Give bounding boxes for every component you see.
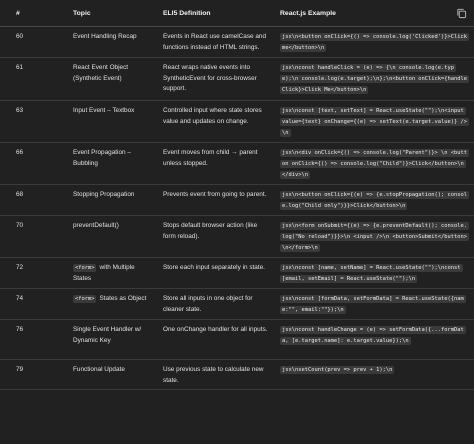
copy-table-button[interactable] xyxy=(454,6,468,20)
table-row xyxy=(0,360,474,390)
row-num: 63 xyxy=(0,101,65,143)
row-example-code[interactable]: jsx\nsetCount(prev => prev + 1);\n xyxy=(282,367,393,373)
row-topic: Stopping Propagation xyxy=(65,185,155,216)
row-example-cell xyxy=(272,216,474,258)
row-topic-cell xyxy=(65,289,155,320)
row-example-code[interactable]: jsx\nconst handleClick = (e) => {\n console.log(e.type);\n console.log(e.target);\n};\n<button onClick={handleClick}>Click Me</button>\n xyxy=(282,65,467,93)
table-row xyxy=(0,143,474,185)
row-num: 70 xyxy=(0,216,65,258)
row-topic: States as Object xyxy=(99,295,147,302)
table-header-row xyxy=(0,0,474,27)
table-row xyxy=(0,27,474,58)
row-example-cell xyxy=(272,101,474,143)
table-row xyxy=(0,101,474,143)
row-definition: Store all inputs in one object for cleaner state. xyxy=(155,289,272,320)
table-row xyxy=(0,258,474,289)
table-row xyxy=(0,320,474,360)
row-topic-code: <form> xyxy=(75,296,95,302)
row-example-cell xyxy=(272,289,474,320)
row-example-code[interactable]: jsx\nconst handleChange = (e) => setFormData({...formData, [e.target.name]: e.target.value});\n xyxy=(282,327,464,344)
row-definition: Use previous state to calculate new state. xyxy=(155,360,272,390)
table-row xyxy=(0,216,474,258)
row-example-cell xyxy=(272,143,474,185)
row-topic: React Event Object (Synthetic Event) xyxy=(65,58,155,101)
row-num: 72 xyxy=(0,258,65,289)
row-example-code[interactable]: jsx\nconst [name, setName] = React.useState("");\nconst [email, setEmail] = React.useState("");\n xyxy=(282,265,461,282)
table-row xyxy=(0,185,474,216)
row-example-cell xyxy=(272,58,474,101)
row-definition: Prevents event from going to parent. xyxy=(155,185,272,216)
row-definition: Stops default browser action (like form reload). xyxy=(155,216,272,258)
row-num: 66 xyxy=(0,143,65,185)
row-definition: React wraps native events into SyntheticEvent for cross-browser support. xyxy=(155,58,272,101)
row-definition: Event moves from child → parent unless stopped. xyxy=(155,143,272,185)
row-example-code[interactable]: jsx\n<button onClick={() => console.log('Clicked')}>Click me</button>\n xyxy=(282,34,467,51)
header-num: # xyxy=(0,0,65,27)
row-example-code[interactable]: jsx\nconst [formData, setFormData] = React.useState({name:"", email:""});\n xyxy=(282,296,464,313)
row-example-code[interactable]: jsx\n<form onSubmit={(e) => {e.preventDefault(); console.log("No reload")}}>\n <input />\n <button>Submit</button>\n</form>\n xyxy=(282,223,467,251)
row-topic: Single Event Handler w/ Dynamic Key xyxy=(65,320,155,360)
header-definition: ELI5 Definition xyxy=(155,0,272,27)
row-example-code[interactable]: jsx\n<div onClick={() => console.log("Parent")}> \n <button onClick={() => console.log("Child")}>Click</button>\n</div>\n xyxy=(282,150,467,178)
row-num: 60 xyxy=(0,27,65,58)
row-num: 74 xyxy=(0,289,65,320)
row-definition: Events in React use camelCase and functions instead of HTML strings. xyxy=(155,27,272,58)
row-definition: One onChange handler for all inputs. xyxy=(155,320,272,360)
row-example-cell xyxy=(272,320,474,360)
row-example-code[interactable]: jsx\n<button onClick={(e) => {e.stopPropagation(); console.log("Child only")}}>Click</button>\n xyxy=(282,192,467,209)
row-example-cell xyxy=(272,258,474,289)
row-example-cell xyxy=(272,185,474,216)
row-num: 68 xyxy=(0,185,65,216)
row-topic-code: <form> xyxy=(75,265,95,271)
row-example-cell xyxy=(272,360,474,390)
row-definition: Controlled input where state stores value and updates on change. xyxy=(155,101,272,143)
row-example-cell xyxy=(272,27,474,58)
row-example-code[interactable]: jsx\nconst [text, setText] = React.useState("");\n<input value={text} onChange={(e) => setText(e.target.value)} />\n xyxy=(282,108,467,136)
header-topic: Topic xyxy=(65,0,155,27)
row-topic: Event Handling Recap xyxy=(65,27,155,58)
row-topic: Functional Update xyxy=(65,360,155,390)
row-topic: with Multiple States xyxy=(73,264,135,282)
table-row xyxy=(0,58,474,101)
table-row xyxy=(0,289,474,320)
row-topic: Event Propagation – Bubbling xyxy=(65,143,155,185)
header-example: React.js Example xyxy=(272,0,474,27)
row-num: 76 xyxy=(0,320,65,360)
row-topic-cell xyxy=(65,258,155,289)
row-topic: preventDefault() xyxy=(65,216,155,258)
row-num: 79 xyxy=(0,360,65,390)
row-topic: Input Event – Textbox xyxy=(65,101,155,143)
row-num: 61 xyxy=(0,58,65,101)
copy-icon xyxy=(456,8,467,19)
row-definition: Store each input separately in state. xyxy=(155,258,272,289)
